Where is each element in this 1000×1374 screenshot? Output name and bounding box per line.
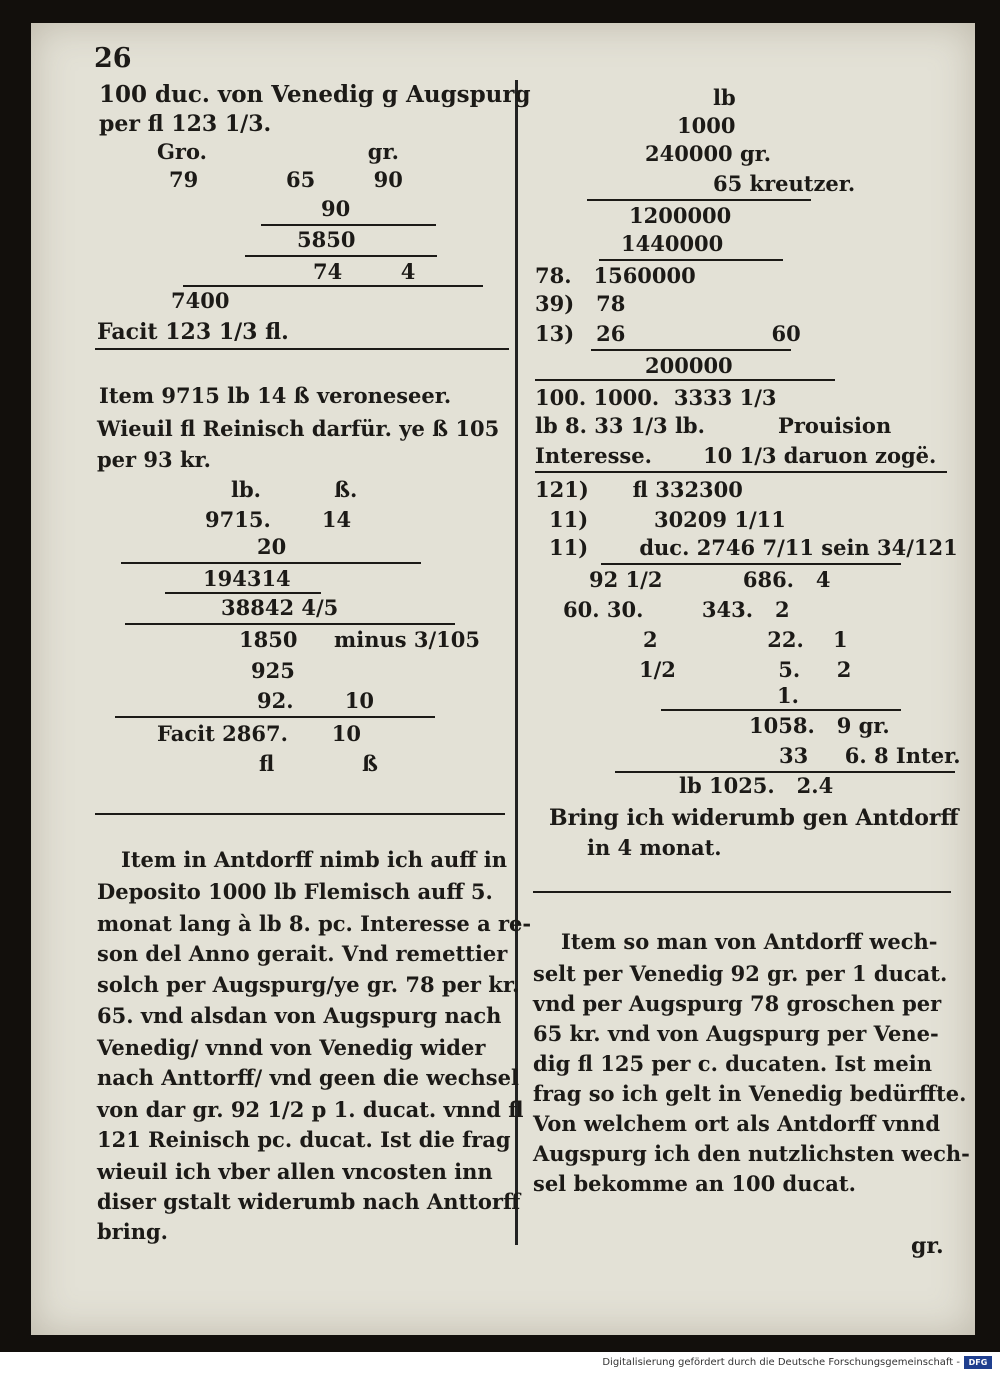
text-line: 13) 26 60	[535, 321, 801, 346]
text-line: Interesse. 10 1/3 daruon zogë.	[535, 443, 937, 468]
text-line: son del Anno gerait. Vnd remettier	[97, 941, 508, 966]
text-line: monat lang à lb 8. pc. Interesse a re-	[97, 911, 532, 936]
text-line: 1440000	[621, 231, 724, 256]
text-line: frag so ich gelt in Venedig bedürffte.	[533, 1081, 967, 1106]
text-line: 925	[251, 658, 295, 683]
text-line: 11) duc. 2746 7/11 sein 34/121	[549, 535, 958, 560]
dfg-logo: DFG	[964, 1356, 992, 1369]
rule-line	[183, 285, 483, 287]
rule-line	[165, 592, 321, 594]
text-line: Gro. gr.	[157, 139, 399, 164]
text-line: 1200000	[629, 203, 732, 228]
rule-line	[591, 349, 791, 351]
text-line: 79 65 90	[169, 167, 403, 192]
text-line: 7400	[171, 288, 230, 313]
text-line: Wieuil fl Reinisch darfür. ye ß 105	[97, 416, 500, 441]
text-line: 92. 10	[257, 688, 374, 713]
text-line: dig fl 125 per c. ducaten. Ist mein	[533, 1051, 932, 1076]
rule-line	[245, 255, 437, 257]
text-line: per 93 kr.	[97, 447, 211, 472]
text-line: 194314	[203, 566, 291, 591]
rule-line	[535, 471, 947, 473]
page-number: 26	[94, 43, 132, 74]
book-page	[31, 23, 975, 1335]
text-line: in 4 monat.	[587, 835, 722, 860]
text-line: 121) fl 332300	[535, 477, 743, 502]
rule-line	[535, 379, 835, 381]
text-line: Venedig/ vnnd von Venedig wider	[97, 1035, 486, 1060]
rule-line	[533, 891, 951, 893]
rule-line	[601, 563, 901, 565]
text-line: 74 4	[313, 259, 416, 284]
text-line: lb 1025. 2.4	[679, 773, 834, 798]
text-line: 100 duc. von Venedig g Augspurg	[99, 81, 531, 108]
text-line: 65 kreutzer.	[713, 171, 856, 196]
text-line: bring.	[97, 1219, 168, 1244]
text-line: 92 1/2 686. 4	[589, 567, 831, 592]
rule-line	[599, 259, 783, 261]
text-line: 1850 minus 3/105	[239, 627, 480, 652]
text-line: Item so man von Antdorff wech-	[561, 929, 938, 954]
text-line: 78. 1560000	[535, 263, 696, 288]
text-line: 1.	[777, 683, 799, 708]
text-line: 39) 78	[535, 291, 626, 316]
text-line: 1058. 9 gr.	[749, 713, 890, 738]
rule-line	[125, 623, 455, 625]
catchword: gr.	[911, 1233, 944, 1259]
text-line: lb. ß.	[231, 477, 358, 502]
rule-line	[661, 709, 901, 711]
text-line: von dar gr. 92 1/2 p 1. ducat. vnnd fl	[97, 1097, 524, 1122]
text-line: 90	[321, 196, 351, 221]
text-line: Deposito 1000 lb Flemisch auff 5.	[97, 879, 493, 904]
text-line: diser gstalt widerumb nach Anttorff	[97, 1189, 521, 1214]
text-line: sel bekomme an 100 ducat.	[533, 1171, 856, 1196]
text-line: wieuil ich vber allen vncosten inn	[97, 1159, 493, 1184]
text-line: Facit 2867. 10	[157, 721, 361, 746]
text-line: 20	[257, 534, 287, 559]
text-line: 60. 30. 343. 2	[563, 597, 790, 622]
text-line: lb 8. 33 1/3 lb. Prouision	[535, 413, 892, 438]
text-line: Facit 123 1/3 fl.	[97, 319, 289, 345]
text-line: lb	[713, 85, 736, 110]
text-line: Augspurg ich den nutzlichsten wech-	[533, 1141, 970, 1166]
text-line: nach Anttorff/ vnd geen die wechsel	[97, 1065, 519, 1090]
text-line: 38842 4/5	[221, 595, 339, 620]
text-line: 5850	[297, 227, 356, 252]
text-line: vnd per Augspurg 78 groschen per	[533, 991, 942, 1016]
footer-bar	[0, 1352, 1000, 1374]
text-line: 11) 30209 1/11	[549, 507, 786, 532]
text-line: selt per Venedig 92 gr. per 1 ducat.	[533, 961, 948, 986]
text-line: 1/2 5. 2	[639, 657, 852, 682]
text-line: 2 22. 1	[643, 627, 848, 652]
text-line: 65 kr. vnd von Augspurg per Vene-	[533, 1021, 939, 1046]
text-line: solch per Augspurg/ye gr. 78 per kr.	[97, 972, 520, 997]
text-line: 9715. 14	[205, 507, 352, 532]
text-line: 33 6. 8 Inter.	[779, 743, 961, 768]
rule-line	[115, 716, 435, 718]
rule-line	[587, 199, 811, 201]
text-line: 200000	[645, 353, 733, 378]
footer-credit: Digitalisierung gefördert durch die Deutsche Forschungsgemeinschaft -	[602, 1357, 960, 1368]
rule-line	[95, 348, 509, 350]
text-line: 1000	[677, 113, 736, 138]
rule-line	[95, 813, 505, 815]
rule-line	[261, 224, 436, 226]
rule-line	[121, 562, 421, 564]
text-line: 65. vnd alsdan von Augspurg nach	[97, 1003, 502, 1028]
text-line: Item 9715 lb 14 ß veroneseer.	[99, 383, 452, 408]
text-line: 240000 gr.	[645, 141, 772, 166]
text-line: Bring ich widerumb gen Antdorff	[549, 805, 959, 831]
text-line: Item in Antdorff nimb ich auff in	[121, 847, 508, 872]
text-line: 121 Reinisch pc. ducat. Ist die frag	[97, 1127, 511, 1152]
text-line: per fl 123 1/3.	[99, 111, 272, 137]
text-line: 100. 1000. 3333 1/3	[535, 385, 777, 410]
text-line: fl ß	[259, 751, 378, 776]
text-line: Von welchem ort als Antdorff vnnd	[533, 1111, 941, 1136]
